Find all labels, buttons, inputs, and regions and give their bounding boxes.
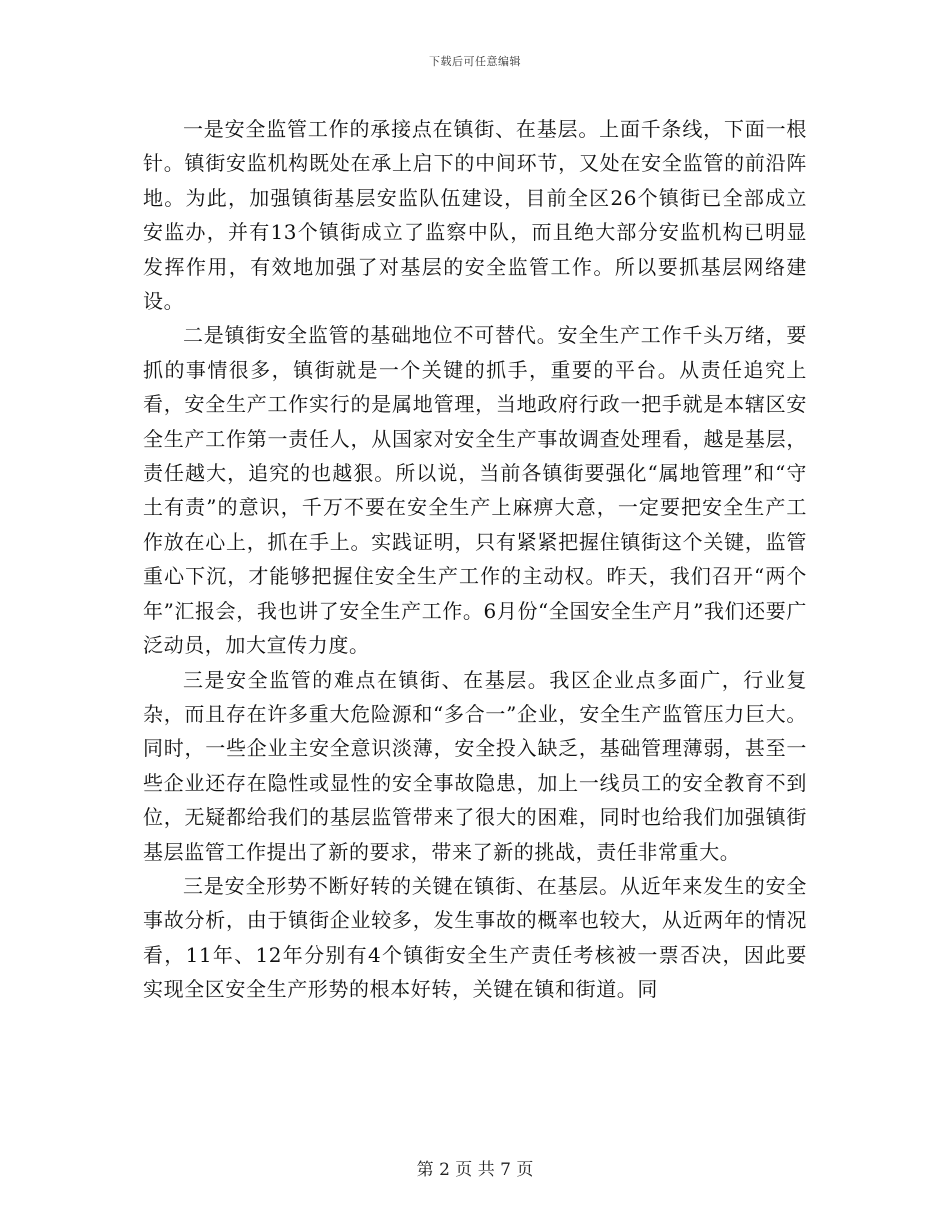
paragraph-3: 三是安全监管的难点在镇街、在基层。我区企业点多面广，行业复杂，而且存在许多重大危险源和“多合一”企业，安全生产监管压力巨大。同时，一些企业主安全意识淡薄，安全投入缺乏，基础管理薄弱，甚至一些企业还存在隐性或显性的安全事故隐患，加上一线员工的安全教育不到位，无疑都给我们的基层监管带来了很大的困难，同时也给我们加强镇街基层监管工作提出了新的要求，带来了新的挑战，责任非常重大。 [143, 667, 807, 864]
paragraph-1: 一是安全监管工作的承接点在镇街、在基层。上面千条线，下面一根针。镇街安监机构既处在承上启下的中间环节，又处在安全监管的前沿阵地。为此，加强镇街基层安监队伍建设，目前全区26个镇街已全部成立安监办，并有13个镇街成立了监察中队，而且绝大部分安监机构已明显发挥作用，有效地加强了对基层的安全监管工作。所以要抓基层网络建设。 [143, 117, 807, 314]
paragraph-4: 三是安全形势不断好转的关键在镇街、在基层。从近年来发生的安全事故分析，由于镇街企业较多，发生事故的概率也较大，从近两年的情况看，11年、12年分别有4个镇街安全生产责任考核被一票否决，因此要实现全区安全生产形势的根本好转，关键在镇和街道。同 [143, 873, 807, 1002]
page-number: 第 2 页 共 7 页 [416, 1160, 534, 1180]
document-body [143, 112, 807, 1007]
page-header-note: 下载后可任意编辑 [429, 55, 521, 68]
paragraph-2: 二是镇街安全监管的基础地位不可替代。安全生产工作千头万绪，要抓的事情很多，镇街就是一个关键的抓手，重要的平台。从责任追究上看，安全生产工作实行的是属地管理，当地政府行政一把手就是本辖区安全生产工作第一责任人，从国家对安全生产事故调查处理看，越是基层，责任越大，追究的也越狠。所以说，当前各镇街要强化“属地管理”和“守土有责”的意识，千万不要在安全生产上麻痹大意，一定要把安全生产工作放在心上，抓在手上。实践证明，只有紧紧把握住镇街这个关键，监管重心下沉，才能够把握住安全生产工作的主动权。昨天，我们召开“两个年”汇报会，我也讲了安全生产工作。6月份“全国安全生产月”我们还要广泛动员，加大宣传力度。 [143, 323, 807, 658]
